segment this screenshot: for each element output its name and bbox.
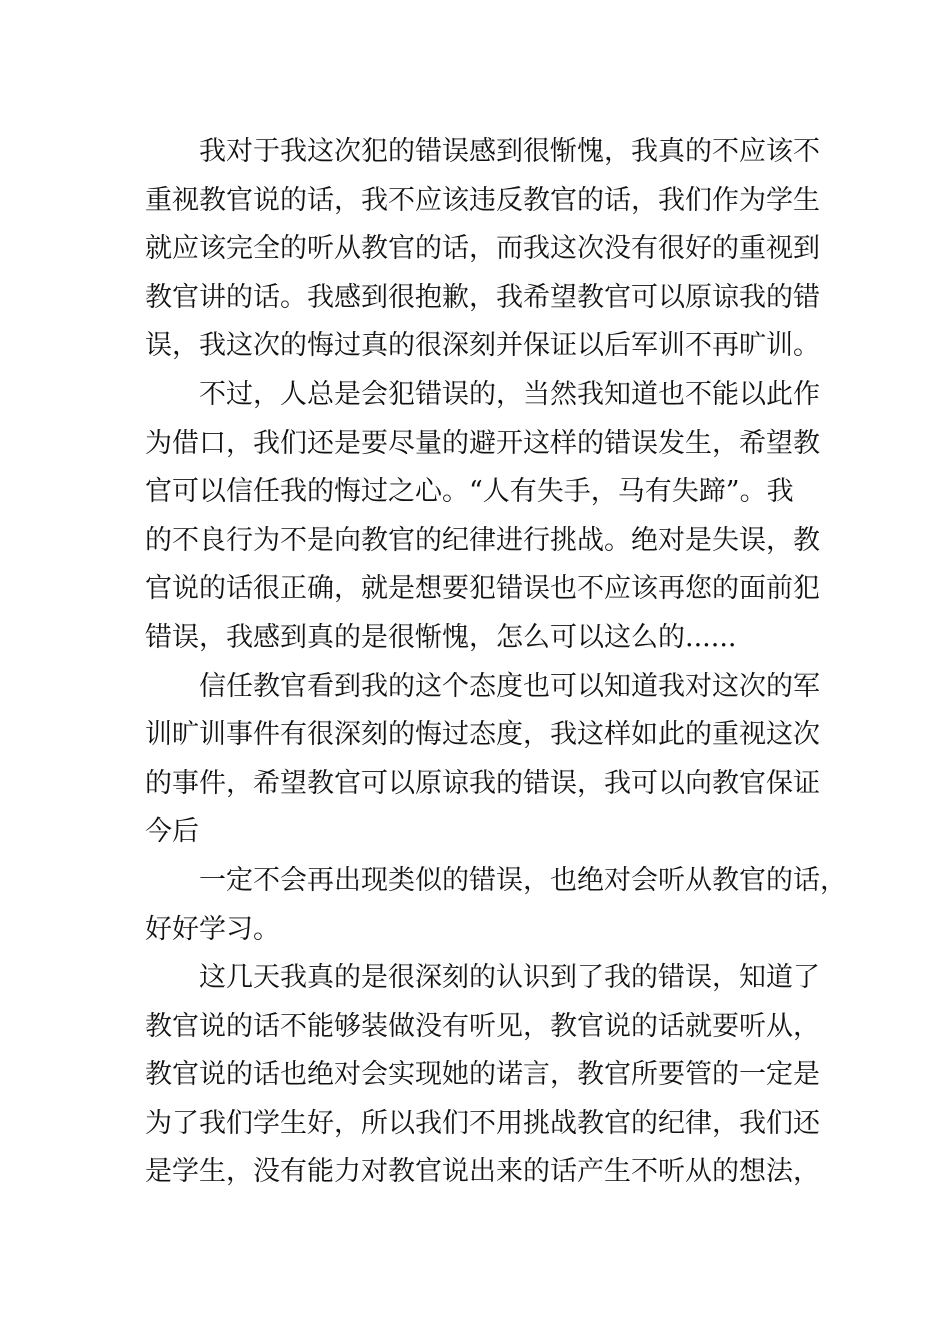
text-line: 不过，人总是会犯错误的，当然我知道也不能以此作 bbox=[199, 378, 820, 410]
text-line: 的不良行为不是向教官的纪律进行挑战。绝对是失误，教 bbox=[145, 524, 820, 556]
text-line: 误，我这次的悔过真的很深刻并保证以后军训不再旷训。 bbox=[145, 330, 820, 362]
text-line: 教官说的话不能够装做没有听见，教官说的话就要听从， bbox=[145, 1010, 820, 1042]
text-line: 我对于我这次犯的错误感到很惭愧，我真的不应该不 bbox=[199, 136, 820, 167]
text-line: 重视教官说的话，我不应该违反教官的话，我们作为学生 bbox=[145, 184, 820, 216]
paragraph-3 bbox=[145, 663, 820, 857]
paragraph-5 bbox=[145, 954, 820, 1197]
text-line: 训旷训事件有很深刻的悔过态度，我这样如此的重视这次 bbox=[145, 719, 820, 751]
text-line: 就应该完全的听从教官的话，而我这次没有很好的重视到 bbox=[145, 233, 820, 265]
text-line: 教官讲的话。我感到很抱歉，我希望教官可以原谅我的错 bbox=[145, 281, 820, 313]
text-line: 官说的话很正确，就是想要犯错误也不应该再您的面前犯 bbox=[145, 573, 820, 605]
paragraph-4 bbox=[145, 857, 847, 954]
text-line: 这几天我真的是很深刻的认识到了我的错误，知道了 bbox=[199, 962, 820, 994]
text-line: 是学生，没有能力对教官说出来的话产生不听从的想法， bbox=[145, 1156, 820, 1188]
text-line: 错误，我感到真的是很惭愧，怎么可以这么的...... bbox=[145, 621, 737, 653]
document-body bbox=[145, 128, 847, 1197]
text-line: 今后 bbox=[145, 816, 199, 848]
text-line: 一定不会再出现类似的错误，也绝对会听从教官的话， bbox=[199, 864, 847, 896]
text-line: 的事件，希望教官可以原谅我的错误，我可以向教官保证 bbox=[145, 767, 820, 799]
text-line: 教官说的话也绝对会实现她的诺言，教官所要管的一定是 bbox=[145, 1059, 820, 1091]
paragraph-1 bbox=[145, 128, 820, 371]
text-line: 为借口，我们还是要尽量的避开这样的错误发生，希望教 bbox=[145, 427, 820, 459]
text-line: 信任教官看到我的这个态度也可以知道我对这次的军 bbox=[199, 670, 820, 702]
text-line: 为了我们学生好，所以我们不用挑战教官的纪律，我们还 bbox=[145, 1107, 820, 1139]
text-line: 官可以信任我的悔过之心。“人有失手，马有失蹄”。我 bbox=[145, 476, 794, 508]
text-line: 好好学习。 bbox=[145, 913, 280, 945]
paragraph-2 bbox=[145, 371, 820, 663]
